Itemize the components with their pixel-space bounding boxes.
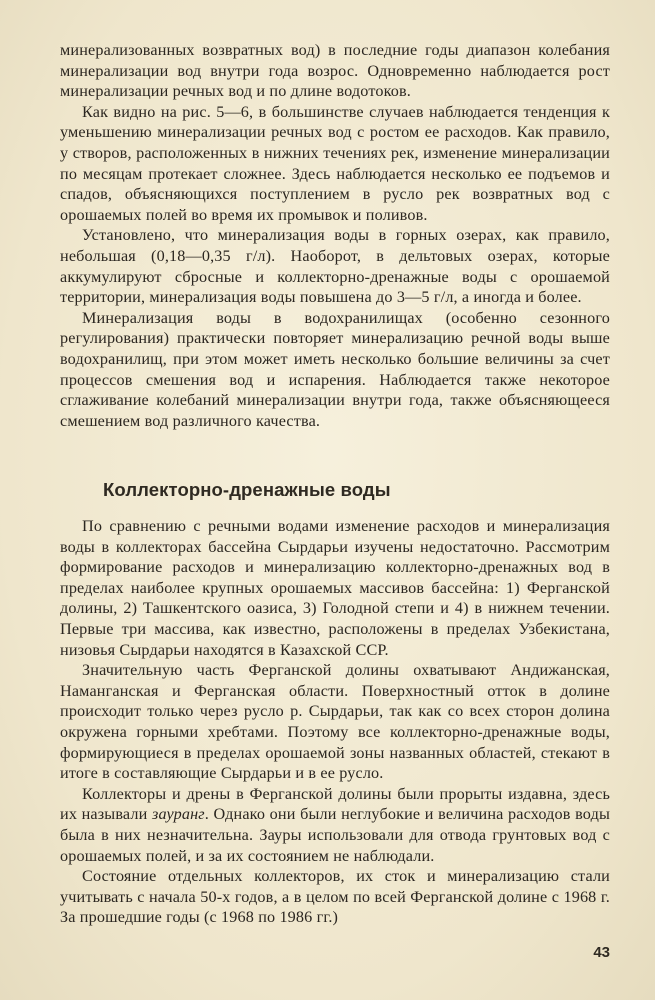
paragraph-comparison: По сравнению с речными водами изменение расходов и минерализация воды в коллекторах бассейна Сырдарьи изучены недостаточно. Рассмотрим формирование расходов и минерализацию коллекторно-дренажных вод в пределах наиболее крупных орошаемых массивов бассейна: 1) Ферганской долины, 2) Ташкентского оазиса, 3) Голодной степи и 4) в нижнем течении. Первые три массива, как известно, расположены в пределах Узбекистана, низовья Сырдарьи находятся в Казахской ССР. [60,517,610,659]
top-text-block [60,40,610,431]
paragraph-lakes: Установлено, что минерализация воды в горных озерах, как правило, небольшая (0,18—0,35 г/л). Наоборот, в дельтовых озерах, которые аккумулируют сбросные и коллекторно-дренажные воды с орошаемой территории, минерализация воды повышена до 3—5 г/л, а иногда и более. [60,226,610,307]
paragraph-collectors [60,784,610,866]
paragraph-reservoirs: Минерализация воды в водохранилищах (особенно сезонного регулирования) практически повторяет минерализацию речной воды выше водохранилищ, при этом может иметь несколько большие величины за счет процессов смешения вод и испарения. Наблюдается также некоторое сглаживание колебаний минерализации внутри года, также объясняющееся смешением вод различного качества. [60,308,610,430]
paragraph-state: Состояние отдельных коллекторов, их сток и минерализацию стали учитывать с начала 50-х годов, а в целом по всей Ферганской долине с 1968 г. За прошедшие годы (с 1968 по 1986 гг.) [60,867,610,927]
bottom-text-block [60,516,610,928]
paragraph-trend: Как видно на рис. 5—6, в большинстве случаев наблюдается тенденция к уменьшению минерализации речных вод с ростом ее расходов. Как правило, у створов, расположенных в нижних течениях рек, изменение минерализации по месяцам протекает сложнее. Здесь наблюдается несколько ее подъемов и спадов, объясняющихся поступлением в русло рек возвратных вод с орошаемых полей во время их промывок и поливов. [60,102,610,224]
section-heading: Коллекторно-дренажные воды [103,479,391,500]
collectors-text-start: Коллекторы и дрены в Ферганской долины были прорыты издавна, здесь их называли [60,784,610,824]
paragraph-continuation: минерализованных возвратных вод) в последние годы диапазон колебания минерализации вод внутри года возрос. Одновременно наблюдается рост минерализации речных вод и по длине водотоков. [60,41,610,101]
page-number: 43 [593,944,610,961]
paragraph-fergana: Значительную часть Ферганской долины охватывают Андижанская, Наманганская и Ферганская области. Поверхностный отток в долине происходит только через русло р. Сырдарьи, так как со всех сторон долина окружена горными хребтами. Поэтому все коллекторно-дренажные воды, формирующиеся в пределах орошаемой зоны названных областей, стекают в итоге в составляющие Сырдарьи и в ее русло. [60,661,610,783]
collectors-text-end: . Однако они были неглубокие и величина расходов воды была в них незначительна. Зауры использовали для отвода грунтовых вод с орошаемых полей, и за их состоянием не наблюдали. [60,805,610,865]
zaury-emphasis: зауранг [151,805,205,824]
